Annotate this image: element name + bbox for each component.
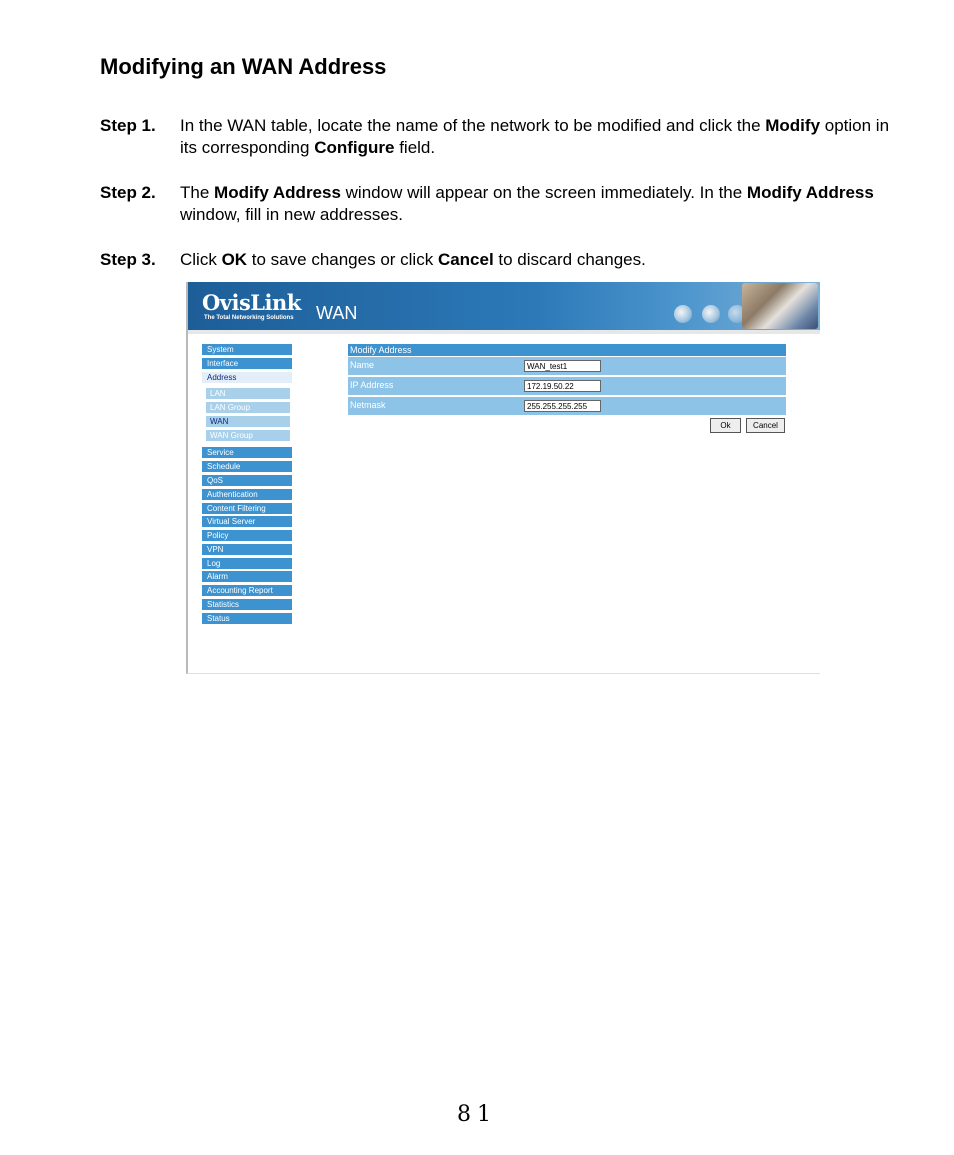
netmask-input[interactable] <box>524 400 601 412</box>
sidebar-item-address[interactable]: Address <box>202 372 292 384</box>
ovislink-logo: OvisLink <box>202 290 301 315</box>
step-text: The Modify Address window will appear on the screen immediately. In the Modify Address window, fill in new addresses. <box>180 183 874 224</box>
router-ui-screenshot <box>186 282 820 674</box>
globe-icon <box>702 305 720 323</box>
sidebar-item-system[interactable]: System <box>202 344 292 356</box>
banner-photo <box>742 283 818 329</box>
step-text: In the WAN table, locate the name of the network to be modified and click the Modify option in its corresponding Configure field. <box>180 116 890 157</box>
sidebar-item-schedule[interactable]: Schedule <box>202 461 292 473</box>
ok-button[interactable]: Ok <box>710 418 741 433</box>
sidebar-subitem-wan[interactable]: WAN <box>206 416 290 428</box>
step-label: Step 2. <box>100 183 156 202</box>
name-row <box>348 357 786 376</box>
sidebar-item-interface[interactable]: Interface <box>202 358 292 370</box>
sidebar-item-virtual-server[interactable]: Virtual Server <box>202 516 292 528</box>
page-title: Modifying an WAN Address <box>100 54 387 79</box>
step-label: Step 1. <box>100 116 156 135</box>
ip-address-label: IP Address <box>350 380 394 390</box>
sidebar-item-vpn[interactable]: VPN <box>202 544 292 556</box>
header-banner <box>188 282 820 330</box>
sidebar-subitem-lan-group[interactable]: LAN Group <box>206 402 290 414</box>
sidebar-subitem-wan-group[interactable]: WAN Group <box>206 430 290 442</box>
globe-icon <box>674 305 692 323</box>
sidebar-item-content-filtering[interactable]: Content Filtering <box>202 503 292 515</box>
logo-tagline: The Total Networking Solutions <box>204 315 294 321</box>
sidebar-item-qos[interactable]: QoS <box>202 475 292 487</box>
step-label: Step 3. <box>100 250 156 269</box>
sidebar-item-alarm[interactable]: Alarm <box>202 571 292 583</box>
name-label: Name <box>350 360 375 370</box>
sidebar-item-status[interactable]: Status <box>202 613 292 625</box>
netmask-row <box>348 397 786 416</box>
netmask-label: Netmask <box>350 400 386 410</box>
cancel-button[interactable]: Cancel <box>746 418 785 433</box>
banner-title: WAN <box>316 303 358 323</box>
banner-divider <box>188 330 820 334</box>
form-heading: Modify Address <box>348 344 786 356</box>
page-number: 81 <box>457 1102 497 1127</box>
sidebar-item-policy[interactable]: Policy <box>202 530 292 542</box>
sidebar-item-accounting-report[interactable]: Accounting Report <box>202 585 292 597</box>
sidebar-subitem-lan[interactable]: LAN <box>206 388 290 400</box>
ip-address-row <box>348 377 786 396</box>
sidebar-item-statistics[interactable]: Statistics <box>202 599 292 611</box>
step-text: Click OK to save changes or click Cancel to discard changes. <box>180 250 646 269</box>
sidebar-item-service[interactable]: Service <box>202 447 292 459</box>
sidebar-item-log[interactable]: Log <box>202 558 292 570</box>
ip-address-input[interactable] <box>524 380 601 392</box>
name-input[interactable] <box>524 360 601 372</box>
sidebar-item-authentication[interactable]: Authentication <box>202 489 292 501</box>
